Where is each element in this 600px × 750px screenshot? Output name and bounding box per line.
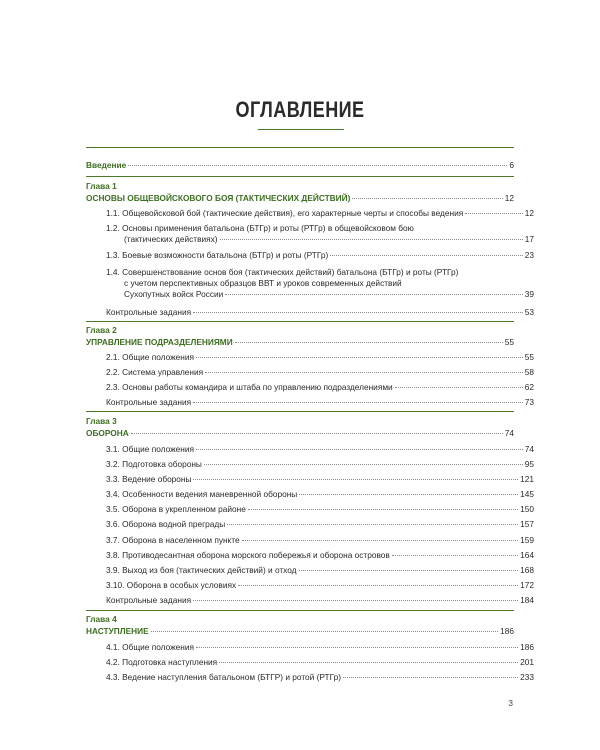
page-ref: 233 — [520, 672, 534, 682]
chapter-label — [86, 181, 514, 192]
leader-dots — [128, 165, 507, 166]
page-ref: 74 — [524, 444, 534, 454]
leader-dots — [131, 433, 503, 434]
section-text: 3.4. Особенности ведения маневренной обороны — [106, 489, 298, 499]
separator — [86, 321, 514, 322]
section-text-line: 1.4. Совершенствование основ боя (тактических действий) батальона (БТГр) и роты (РТГр) — [106, 267, 459, 277]
leader-dots — [465, 213, 523, 214]
leader-dots — [299, 494, 518, 495]
leader-dots — [193, 402, 523, 403]
toc-entry-chapter-3[interactable] — [86, 428, 514, 439]
toc-entry-chapter-2[interactable] — [86, 337, 514, 348]
section-text: 3.3. Ведение обороны — [106, 474, 192, 484]
leader-dots — [193, 479, 518, 480]
toc-entry-2-3[interactable] — [86, 382, 534, 393]
section-text: 4.1. Общие положения — [106, 642, 194, 652]
section-text: 3.8. Противодесантная оборона морского побережья и оборона островов — [106, 550, 390, 560]
toc-entry-2-2[interactable] — [86, 367, 534, 378]
chapter-2-title: УПРАВЛЕНИЕ ПОДРАЗДЕЛЕНИЯМИ — [86, 337, 233, 347]
section-text: 3.6. Оборона водной преграды — [106, 519, 226, 529]
leader-dots — [220, 239, 523, 240]
page-ref: 168 — [520, 565, 534, 575]
page-ref: 121 — [520, 474, 534, 484]
page-ref: 186 — [500, 626, 514, 636]
toc-top-rule — [86, 147, 514, 148]
page-ref: 172 — [520, 580, 534, 590]
toc-entry-1-4[interactable] — [86, 267, 534, 300]
section-text-line: Сухопутных войск России — [124, 289, 224, 299]
page-ref: 58 — [524, 367, 534, 377]
tasks-label: Контрольные задания — [106, 307, 192, 317]
chapter-3-label: Глава 3 — [86, 416, 117, 426]
separator — [86, 610, 514, 611]
section-text: 3.10. Оборона в особых условиях — [106, 580, 237, 590]
page-ref: 145 — [520, 489, 534, 499]
section-text: 3.9. Выход из боя (тактических действий) и отход — [106, 565, 297, 575]
page-ref: 55 — [504, 337, 514, 347]
toc-entry-3-5[interactable] — [86, 504, 534, 515]
title-underline — [258, 129, 344, 130]
section-text: 4.3. Ведение наступления батальоном (БТГР) и ротой (РТГр) — [106, 672, 341, 682]
section-text: 2.3. Основы работы командира и штаба по управлению подразделениями — [106, 382, 393, 392]
section-text-line: 1.2. Основы применения батальона (БТГр) и роты (РТГр) в общевойсковом бою — [106, 223, 414, 233]
toc-entry-chapter-1[interactable] — [86, 193, 514, 204]
toc-entry-4-1[interactable] — [86, 642, 534, 653]
leader-dots — [227, 524, 518, 525]
leader-dots — [392, 555, 518, 556]
page-ref: 157 — [520, 519, 534, 529]
section-text: 3.7. Оборона в населенном пункте — [106, 535, 240, 545]
toc-entry-1-1[interactable] — [86, 208, 534, 219]
toc-entry-3-1[interactable] — [86, 444, 534, 455]
leader-dots — [219, 662, 518, 663]
page-ref: 39 — [524, 289, 534, 299]
page-ref: 55 — [524, 352, 534, 362]
toc-entry-1-2[interactable] — [86, 223, 534, 245]
section-text: 1.3. Боевые возможности батальона (БТГр) и роты (РТГр) — [106, 250, 329, 260]
separator — [86, 411, 514, 412]
tasks-label: Контрольные задания — [106, 595, 192, 605]
leader-dots — [242, 540, 519, 541]
leader-dots — [343, 677, 518, 678]
leader-dots — [151, 631, 499, 632]
leader-dots — [352, 198, 502, 199]
chapter-3-title: ОБОРОНА — [86, 428, 129, 438]
intro-label: Введение — [86, 160, 127, 170]
toc-entry-3-7[interactable] — [86, 535, 534, 546]
chapter-4-title: НАСТУПЛЕНИЕ — [86, 626, 149, 636]
chapter-label — [86, 325, 514, 336]
toc-entry-3-6[interactable] — [86, 519, 534, 530]
page-ref: 73 — [524, 397, 534, 407]
page-ref: 186 — [520, 642, 534, 652]
page-ref: 53 — [524, 307, 534, 317]
chapter-1-title: ОСНОВЫ ОБЩЕВОЙСКОВОГО БОЯ (ТАКТИЧЕСКИХ ДЕЙСТВИЙ) — [86, 193, 351, 203]
page-ref: 74 — [504, 428, 514, 438]
section-text: 3.2. Подготовка обороны — [106, 459, 202, 469]
section-text: 1.1. Общевойсковой бой (тактические действия), его характерные черты и способы ведения — [106, 208, 464, 218]
toc-entry-3-2[interactable] — [86, 459, 534, 470]
section-text: 2.1. Общие положения — [106, 352, 194, 362]
toc-entry-3-8[interactable] — [86, 550, 534, 561]
toc-entry-4-3[interactable] — [86, 672, 534, 683]
leader-dots — [248, 509, 518, 510]
separator — [86, 176, 514, 177]
chapter-label — [86, 416, 514, 427]
chapter-label — [86, 614, 514, 625]
toc-entry-3-3[interactable] — [86, 474, 534, 485]
toc-entry-1-tasks[interactable] — [86, 307, 534, 318]
section-text: 3.1. Общие положения — [106, 444, 194, 454]
leader-dots — [193, 600, 518, 601]
leader-dots — [238, 585, 518, 586]
leader-dots — [196, 357, 523, 358]
leader-dots — [205, 372, 523, 373]
tasks-label: Контрольные задания — [106, 397, 192, 407]
page-ref: 164 — [520, 550, 534, 560]
leader-dots — [204, 464, 523, 465]
page-title: ОГЛАВЛЕНИЕ — [235, 97, 365, 122]
toc-entry-3-tasks[interactable] — [86, 595, 534, 606]
page-ref: 184 — [520, 595, 534, 605]
chapter-2-label: Глава 2 — [86, 325, 117, 335]
section-text: 3.5. Оборона в укрепленном районе — [106, 504, 246, 514]
page-ref: 201 — [520, 657, 534, 667]
page-ref: 150 — [520, 504, 534, 514]
toc-entry-3-4[interactable] — [86, 489, 534, 500]
chapter-1-label: Глава 1 — [86, 181, 117, 191]
leader-dots — [395, 387, 523, 388]
page-ref: 17 — [524, 234, 534, 244]
leader-dots — [225, 294, 523, 295]
toc-entry-chapter-4[interactable] — [86, 626, 514, 637]
page-ref: 159 — [520, 535, 534, 545]
leader-dots — [299, 570, 519, 571]
page-ref: 23 — [524, 250, 534, 260]
toc-entry-intro[interactable] — [86, 160, 514, 171]
page-ref: 95 — [524, 459, 534, 469]
section-text-line: (тактических действиях) — [124, 234, 218, 244]
page-ref: 62 — [524, 382, 534, 392]
leader-dots — [235, 342, 503, 343]
toc-entry-2-1[interactable] — [86, 352, 534, 363]
toc-entry-4-2[interactable] — [86, 657, 534, 668]
leader-dots — [196, 449, 523, 450]
leader-dots — [193, 312, 523, 313]
section-text: 2.2. Система управления — [106, 367, 204, 377]
section-text: 4.2. Подготовка наступления — [106, 657, 218, 667]
toc-entry-1-3[interactable] — [86, 250, 534, 261]
page-ref: 6 — [509, 160, 514, 170]
toc-entry-2-tasks[interactable] — [86, 397, 534, 408]
toc-entry-3-9[interactable] — [86, 565, 534, 576]
toc-entry-3-10[interactable] — [86, 580, 534, 591]
chapter-4-label: Глава 4 — [86, 614, 117, 624]
page-number: 3 — [508, 698, 513, 708]
page-ref: 12 — [504, 193, 514, 203]
leader-dots — [330, 255, 523, 256]
page-ref: 12 — [524, 208, 534, 218]
leader-dots — [196, 647, 518, 648]
section-text-line: с учетом перспективных образцов ВВТ и уроков современных действий — [124, 278, 402, 288]
